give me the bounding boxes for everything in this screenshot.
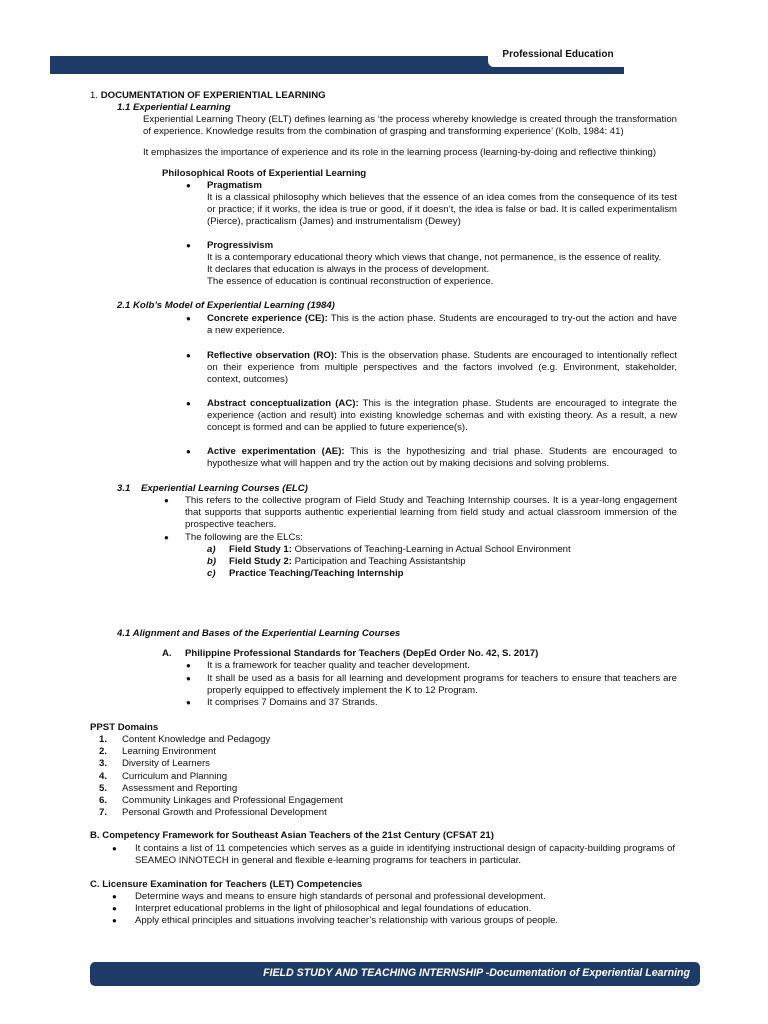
kolb-text: This is the integration phase. Students are encouraged to integrate the experience (action and result) into existing knowledge schemas and with existing theory. As a result, a new concept is formed and can be applied to future experience(s).	[207, 398, 677, 434]
section-1-title: DOCUMENTATION OF EXPERIENTIAL LEARNING	[100, 90, 326, 101]
ppst-point-2: It shall be used as a basis for all learning and development programs for teachers to ensure that teachers are properly equipped to effectively implement the K to 12 Program.	[207, 673, 677, 697]
elc-letter: a)	[207, 544, 216, 555]
ppst-point-1: It is a framework for teacher quality and teacher development.	[207, 660, 470, 671]
elc-text: Observations of Teaching-Learning in Actual School Environment	[294, 544, 571, 555]
section-1-number: 1.	[90, 90, 99, 101]
ppst-domains-title: PPST Domains	[90, 722, 159, 733]
list-item: 3. Diversity of Learners	[99, 758, 210, 770]
subsection-2-1-title: 2.1 Kolb’s Model of Experiential Learning (1984)	[117, 300, 335, 311]
elc-letter: c)	[207, 568, 216, 579]
subsection-1-1-title: 1.1 Experiential Learning	[117, 102, 231, 113]
list-item: 2. Learning Environment	[99, 746, 216, 758]
elc-description: This refers to the collective program of Field Study and Teaching Internship courses. It is a year-long engagement that supports that supports authentic experiential learning from field study and actual classroom immersion of the prospective teachers.	[185, 495, 677, 531]
bullet-icon: ●	[112, 904, 117, 913]
let-item: Determine ways and means to ensure high standards of personal and professional development.	[135, 891, 546, 902]
kolb-text: This is the action phase. Students are encouraged to try-out the action and have a new experience.	[207, 313, 677, 337]
list-item: 1. Content Knowledge and Pedagogy	[99, 734, 271, 745]
list-item: 6. Community Linkages and Professional Engagement	[99, 794, 343, 806]
progressivism-title: Progressivism	[207, 240, 274, 251]
kolb-term: Concrete experience (CE):	[207, 313, 328, 324]
subsection-3-1-title: Experiential Learning Courses (ELC)	[141, 483, 308, 494]
cfsat-title: B. Competency Framework for Southeast Asian Teachers of the 21st Century (CFSAT 21)	[90, 830, 494, 841]
kolb-text: This is the observation phase. Students are encouraged to intentionally reflect on their experience from multiple perspectives and the factors involved (e.g. Environment, stakeholder, context, outcomes)	[207, 350, 678, 386]
header-title: Professional Education	[502, 49, 614, 60]
kolb-item-ae	[207, 446, 677, 470]
bullet-icon: ●	[186, 399, 191, 408]
elt-emphasis: It emphasizes the importance of experience and its role in the learning process (learning-by-doing and reflective thinking)	[143, 147, 657, 158]
bullet-icon: ●	[112, 892, 117, 901]
elc-term: Field Study 1:	[229, 544, 292, 555]
bullet-icon: ●	[186, 661, 191, 670]
progressivism-line-2: It declares that education is always in the process of development.	[207, 264, 490, 275]
bullet-icon: ●	[186, 698, 191, 707]
bullet-icon: ●	[164, 496, 169, 505]
elc-letter: b)	[207, 556, 217, 567]
bullet-icon: ●	[164, 533, 169, 542]
bullet-icon: ●	[186, 181, 191, 190]
elc-list-intro: The following are the ELCs:	[185, 532, 303, 543]
kolb-item-ac	[207, 398, 677, 435]
kolb-term: Active experimentation (AE):	[207, 446, 345, 457]
elc-text: Participation and Teaching Assistantship	[294, 556, 466, 567]
elc-item-fs1	[229, 544, 571, 556]
section-1-heading	[90, 90, 326, 102]
let-title: C. Licensure Examination for Teachers (LET) Competencies	[90, 879, 363, 890]
progressivism-line-1: It is a contemporary educational theory which views that change, not permanence, is the essence of reality.	[207, 252, 662, 263]
footer-text: FIELD STUDY AND TEACHING INTERNSHIP -Documentation of Experiential Learning	[263, 967, 690, 979]
philosophical-roots-title: Philosophical Roots of Experiential Learning	[162, 168, 367, 179]
progressivism-line-3: The essence of education is continual reconstruction of experience.	[207, 276, 494, 287]
list-item: 7. Personal Growth and Professional Development	[99, 807, 327, 819]
cfsat-text: It contains a list of 11 competencies which serves as a guide in identifying instructional design of capacity-building programs of SEAMEO INNOTECH in general and flexible e-learning programs for teachers in particular.	[135, 843, 675, 867]
elt-definition: Experiential Learning Theory (ELT) defines learning as ‘the process whereby knowledge is created through the transformation of experience. Knowledge results from the combination of grasping and transforming experience’ (Kolb, 1984: 41)	[143, 114, 677, 138]
kolb-text: This is the hypothesizing and trial phase. Students are encouraged to hypothesize what will happen and try the action out by making decisions and solving problems.	[207, 446, 677, 470]
elc-item-fs2	[229, 556, 466, 568]
subsection-4-1-title: 4.1 Alignment and Bases of the Experiential Learning Courses	[117, 628, 401, 639]
elc-item-pt	[229, 568, 404, 580]
kolb-term: Reflective observation (RO):	[207, 350, 338, 361]
bullet-icon: ●	[186, 241, 191, 250]
kolb-item-ce	[207, 313, 677, 337]
let-item: Interpret educational problems in the light of philosophical and legal foundations of education.	[135, 903, 532, 914]
kolb-item-ro	[207, 350, 677, 387]
bullet-icon: ●	[186, 447, 191, 456]
subsection-3-1-number: 3.1	[117, 483, 131, 494]
list-item: 5. Assessment and Reporting	[99, 782, 238, 794]
bullet-icon: ●	[186, 351, 191, 360]
ppst-letter: A.	[162, 648, 172, 659]
bullet-icon: ●	[112, 916, 117, 925]
pragmatism-text: It is a classical philosophy which believes that the essence of an idea comes from the consequence of its test or practice; if it works, the idea is true or good, if it doesn’t, the idea is false or bad. It is called experimentalism (Pierce), practicalism (James) and instrumentalism (Dewey)	[207, 192, 677, 228]
list-item: 4. Curriculum and Planning	[99, 770, 228, 782]
bullet-icon: ●	[186, 314, 191, 323]
bullet-icon: ●	[112, 844, 117, 853]
kolb-term: Abstract conceptualization (AC):	[207, 398, 359, 409]
ppst-point-3: It comprises 7 Domains and 37 Strands.	[207, 697, 378, 708]
elc-term: Practice Teaching/Teaching Internship	[229, 568, 404, 579]
elc-term: Field Study 2:	[229, 556, 292, 567]
ppst-domains-list	[99, 734, 399, 819]
bullet-icon: ●	[186, 674, 191, 683]
pragmatism-title: Pragmatism	[207, 180, 262, 191]
ppst-title: Philippine Professional Standards for Teachers (DepEd Order No. 42, S. 2017)	[185, 648, 539, 659]
let-item: Apply ethical principles and situations involving teacher’s relationship with various groups of people.	[135, 915, 559, 926]
subsection-3-1-heading	[117, 483, 308, 495]
